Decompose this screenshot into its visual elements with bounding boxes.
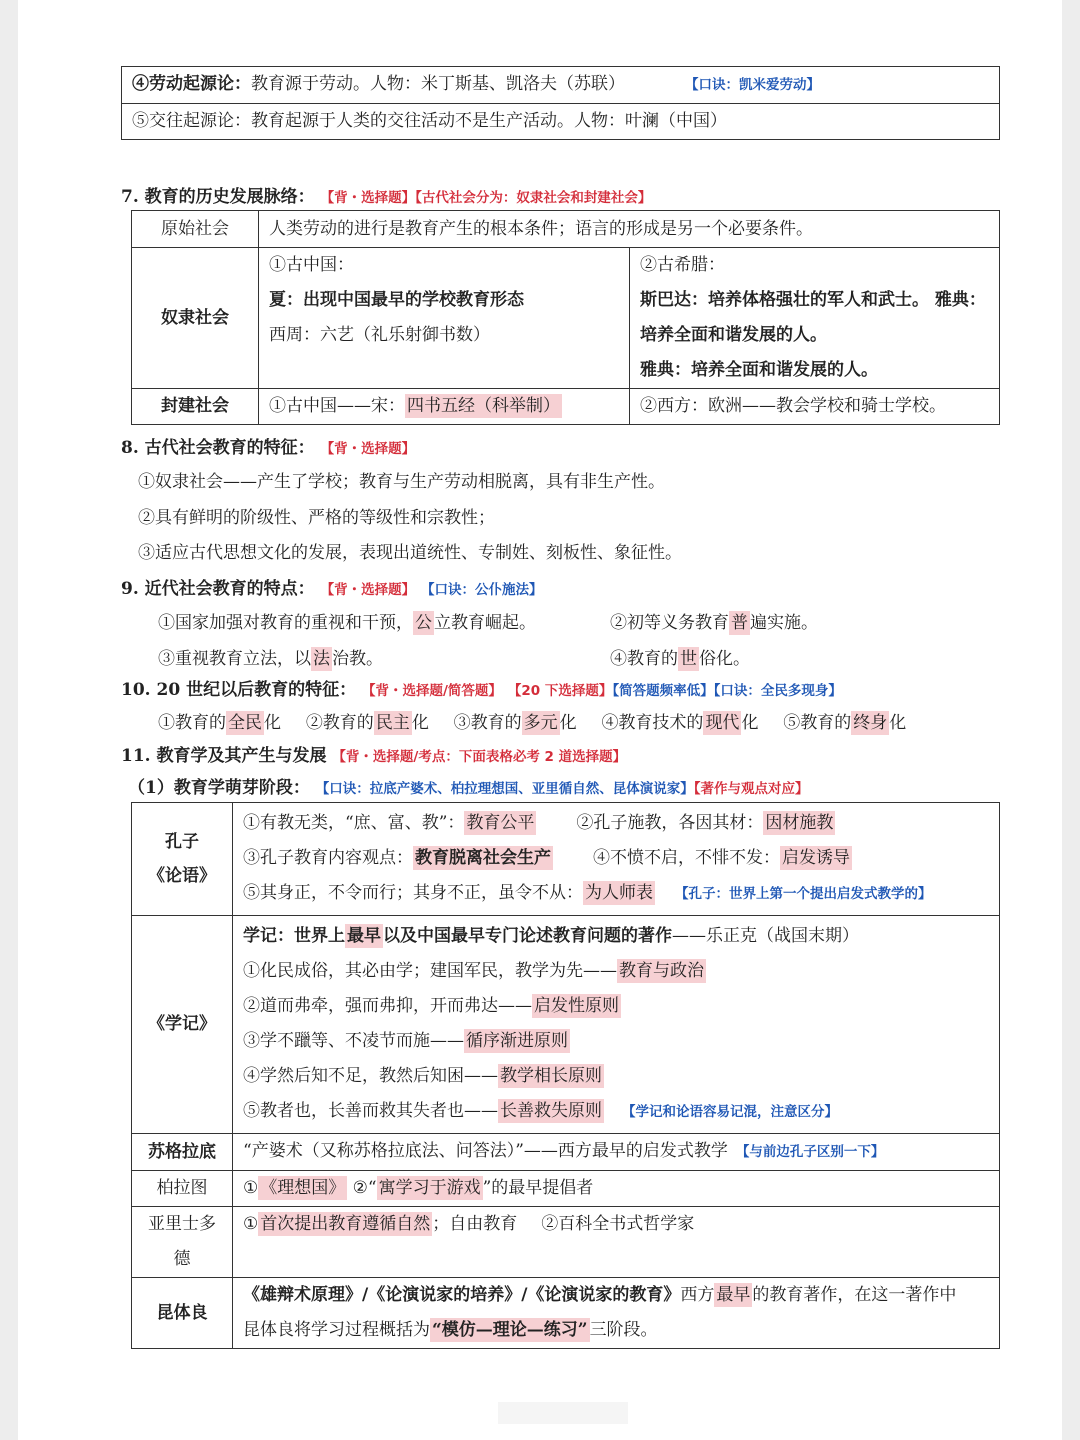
- slave-greece-cell: [630, 248, 1000, 389]
- section-9-tag-2: 【口诀：公仆施法】: [421, 582, 543, 598]
- list-item: ②初等义务教育 普 遍实施。: [610, 613, 818, 633]
- table-row: [122, 67, 1000, 104]
- slave-greece-athens: 雅典：培养全面和谐发展的人。: [640, 360, 878, 380]
- feudal-label: 封建社会: [132, 389, 259, 425]
- content: [18, 0, 1062, 1440]
- section-10-tag-4: 【口诀：全民多现身】: [713, 683, 842, 699]
- plato-content: ① 《理想国》 ②“ 寓学习于游戏 ”的最早提倡者: [233, 1171, 1000, 1207]
- confucius-content: ①有教无类，“庶、富、教”： 教育公平 ②孔子施教，各因其材： 因材施教 ③孔子教育内容观点： 教育脱离社会生产 ④不愤不启，不悱不发： 启发诱导 ⑤其身正，不令而行；其身不正，虽令不从： 为人师表 【孔子：世界上第一个提出启发式教学的】: [233, 803, 1000, 916]
- section-9-tag-1: 【背・选择题】: [320, 582, 416, 598]
- aristotle-label-cell: 亚里士多 德: [132, 1207, 233, 1278]
- aristotle-content: ① 首次提出教育遵循自然 ；自由教育 ②百科全书式哲学家: [233, 1207, 1000, 1278]
- table-row: [122, 104, 1000, 140]
- table-row: [132, 1134, 1000, 1171]
- section-11-sub-title: （1）教育学萌芽阶段：: [128, 778, 310, 798]
- socrates-content: “产婆术（又称苏格拉底法、问答法）”——西方最早的启发式教学 【与前边孔子区别一下】: [233, 1134, 1000, 1171]
- slave-china-xia: 夏：出现中国最早的学校教育形态: [269, 290, 524, 310]
- primitive-label: 原始社会: [132, 211, 259, 248]
- list-item: ③适应古代思想文化的发展，表现出道统性、专制姓、刻板性、象征性。: [138, 543, 682, 563]
- table-row: [132, 1278, 1000, 1349]
- section-11-sub-tag-2: 【著作与观点对应】: [693, 781, 809, 797]
- table-row: [132, 389, 1000, 425]
- section-9-title: 9. 近代社会教育的特点：: [121, 579, 315, 599]
- list-item: ④教育的 世 俗化。: [610, 649, 750, 669]
- quintilian-label: 昆体良: [132, 1278, 233, 1349]
- slave-greece-sparta: 斯巴达：培养体格强壮的军人和武士。 雅典：: [640, 290, 986, 310]
- section-10-tag-3: 【简答题频率低】: [612, 683, 714, 699]
- primitive-text: 人类劳动的进行是教育产生的根本条件；语言的形成是另一个必要条件。: [259, 211, 1000, 248]
- document-page: [18, 0, 1062, 1440]
- list-item: ③重视教育立法，以 法 治教。: [158, 649, 383, 669]
- section-11-sub-heading: [128, 773, 809, 798]
- slave-label: 奴隶社会: [132, 248, 259, 389]
- scan-artifact: [498, 1402, 628, 1424]
- list-item: ③教育的 多元 化: [453, 713, 577, 733]
- socrates-label: 苏格拉底: [132, 1134, 233, 1171]
- table-row: [132, 916, 1000, 1134]
- section-10-title: 10. 20 世纪以后教育的特征：: [121, 680, 357, 700]
- xueji-content: 学记：世界上 最早 以及中国最早专门论述教育问题的著作——乐正克（战国末期） ①化民成俗，其必由学；建国军民，教学为先—— 教育与政治 ②道而弗牵，强而弗抑，开而弗达—— 启发性原则 ③学不躐等、不凌节而施—— 循序渐进原则 ④学然后知不足，教然后知困—— 教学相长原则 ⑤教者也，长善而救其失者也—— 长善救失原则 【学记和论语容易记混，注意区分】: [233, 916, 1000, 1134]
- slave-china-zhou: 西周：六艺（礼乐射御书数）: [269, 325, 490, 345]
- labor-origin-label: ④劳动起源论：: [132, 74, 251, 94]
- section-8-heading: [121, 433, 415, 458]
- slave-greece-cont: 培养全面和谐发展的人。: [640, 325, 827, 345]
- history-table: [131, 210, 1000, 425]
- list-item: ②教育的 民主 化: [305, 713, 429, 733]
- section-7-heading: [121, 182, 651, 207]
- slave-greece-title: ②古希腊：: [640, 255, 725, 275]
- xueji-label: 《学记》: [132, 916, 233, 1134]
- feudal-china-cell: [259, 389, 630, 425]
- quintilian-content: 《雄辩术原理》/《论演说家的培养》/《论演说家的教育》西方 最早 的教育著作，在这一著作中 昆体良将学习过程概括为 “模仿—理论—练习” 三阶段。: [233, 1278, 1000, 1349]
- section-11-tag: 【背・选择题/考点：下面表格必考 2 道选择题】: [332, 749, 627, 765]
- table-row: [132, 248, 1000, 389]
- list-item: ④教育技术的 现代 化: [601, 713, 759, 733]
- section-11-heading: [121, 741, 626, 766]
- section-8-title: 8. 古代社会教育的特征：: [121, 438, 315, 458]
- communication-origin-text: ⑤交往起源论：教育起源于人类的交往活动不是生产活动。人物：叶澜（中国）: [122, 104, 1000, 140]
- slave-china-title: ①古中国：: [269, 255, 354, 275]
- feudal-china-highlight: 四书五经（科举制）: [407, 396, 560, 416]
- confucius-label-cell: 孔子 《论语》: [132, 803, 233, 916]
- section-10-tag-1: 【背・选择题/简答题】: [362, 683, 502, 699]
- section-7-title: 7. 教育的历史发展脉络：: [121, 187, 315, 207]
- section-8-tag: 【背・选择题】: [320, 441, 416, 457]
- list-item: ⑤教育的 终身 化: [783, 713, 907, 733]
- section-10-heading: [121, 675, 842, 700]
- feudal-china-pre: ①古中国——宋：: [269, 396, 405, 416]
- table-row: [132, 1207, 1000, 1278]
- section-10-tag-2: 【20 下选择题】: [507, 683, 613, 699]
- feudal-west: ②西方：欧洲——教会学校和骑士学校。: [630, 389, 1000, 425]
- section-7-tag: 【背・选择题】【古代社会分为：奴隶社会和封建社会】: [320, 190, 652, 206]
- section-9-heading: [121, 574, 543, 599]
- list-item: ①奴隶社会——产生了学校；教育与生产劳动相脱离，具有非生产性。: [138, 472, 665, 492]
- table-row: [132, 803, 1000, 916]
- plato-label: 柏拉图: [132, 1171, 233, 1207]
- labor-origin-tip: 【口诀：凯米爱劳动】: [685, 77, 820, 93]
- origin-theories-table: [121, 66, 1000, 140]
- list-item: ②具有鲜明的阶级性、严格的等级性和宗教性；: [138, 508, 495, 528]
- section-11-title: 11. 教育学及其产生与发展: [121, 746, 327, 766]
- list-item: ①教育的 全民 化: [158, 713, 281, 733]
- table-row: [132, 1171, 1000, 1207]
- table-row: [132, 211, 1000, 248]
- section-10-items: [158, 708, 906, 733]
- early-pedagogy-table: [131, 802, 1000, 1349]
- slave-china-cell: [259, 248, 630, 389]
- section-11-sub-tag-1: 【口诀：拉底产婆术、柏拉理想国、亚里循自然、昆体演说家】: [315, 781, 694, 797]
- labor-origin-text: 教育源于劳动。人物：米丁斯基、凯洛夫（苏联）: [251, 74, 625, 94]
- list-item: ①国家加强对教育的重视和干预， 公 立教育崛起。: [158, 613, 536, 633]
